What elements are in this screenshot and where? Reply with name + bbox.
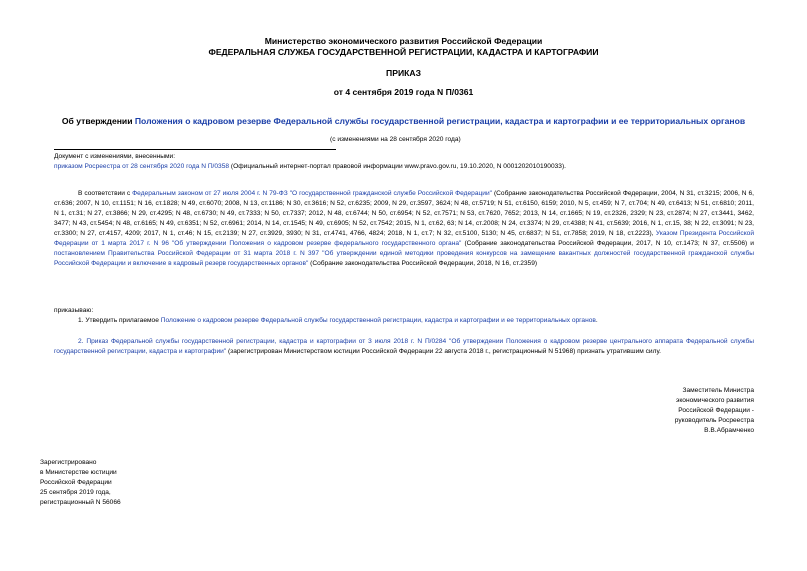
federal-law-link[interactable]: Федеральным законом от 27 июля 2004 г. N 79-ФЗ "О государственной гражданской службе Российской Федерации": [132, 190, 492, 197]
ministry-name: Министерство экономического развития Российской Федерации: [264, 36, 543, 46]
registration-line: 25 сентября 2019 года,: [40, 489, 111, 496]
government-resolution-link[interactable]: постановлением Правительства Российской Федерации от 31 марта 2018 г. N 397 "Об утверждении единой методики проведения конкурсов на замещение вакантных должностей государственной гражданской службы Российской Федерации и включение в кадровый резерв государственных органов": [54, 250, 754, 267]
changes-line: [54, 162, 754, 172]
document-date-number: от 4 сентября 2019 года N П/0361: [333, 87, 474, 97]
changes-intro: Документ с изменениями, внесенными:: [54, 153, 176, 160]
item-1: [54, 316, 754, 326]
service-name: ФЕДЕРАЛЬНАЯ СЛУЖБА ГОСУДАРСТВЕННОЙ РЕГИСТРАЦИИ, КАДАСТРА И КАРТОГРАФИИ: [208, 47, 599, 57]
item-1-regulation-link[interactable]: Положение о кадровом резерве Федеральной службы государственной регистрации, кадастра и картографии и ее территориальных органов: [160, 317, 596, 324]
item-1-suffix: .: [595, 317, 598, 324]
item-2-text: (зарегистрирован Министерством юстиции Российской Федерации 22 августа 2018 г., регистрационный N 51968) признать утратившим силу.: [226, 348, 661, 355]
preamble-text-3: (Собрание законодательства Российской Федерации, 2017, N 10, ст.1473; N 37, ст.5506) и: [461, 240, 754, 247]
registration-line: Зарегистрировано: [40, 459, 97, 466]
title-prefix: Об утверждении: [61, 116, 135, 126]
changes-order-link[interactable]: приказом Росреестра от 28 сентября 2020 года N П/0358: [54, 163, 230, 170]
title-regulation-link[interactable]: Положения о кадровом резерве Федеральной службы государственной регистрации, кадастра и картографии и ее территориальных органов: [134, 116, 746, 126]
item-2: [54, 337, 754, 357]
signature-line: экономического развития: [675, 397, 754, 404]
presidential-decree-link[interactable]: Указом Президента Российской Федерации от 1 марта 2017 г. N 96 "Об утверждении Положения о кадровом резерве федерального государственного органа": [54, 230, 754, 247]
preamble-text-2: (Собрание законодательства Российской Федерации, 2004, N 31, ст.3215; 2006, N 6, ст.636; 2007, N 10, ст.1151; N 16, ст.1828; N 49, ст.6070; 2008, N 13, ст.1186; N 30, ст.3616; N 52, ст.6235; 2009, N 29, ст.3597, 3624; N 48, ст.5719; N 51, ст.6150, 6159; 2010, N 5, ст.459; N 7, ст.704; N 49, ст.6413; N 51, ст.6810; 2011, N 1, ст.31; N 27, ст.3866; N 29, ст.4295; N 48, ст.6730; N 49, ст.7333; N 50, ст.7337; 2012, N 48, ст.6744; N 50, ст.6954; N 52, ст.7571; N 53, ст.7620, 7652; 2013, N 14, ст.1665; N 19, ст.2326, 2329; N 23, ст.2874; N 27, ст.3441, 3462, 3477; N 43, ст.5454; N 48, ст.6165; N 49, ст.6351; N 52, ст.6961; 2014, N 14, ст.1545; N 49, ст.6905; N 52, ст.7542; 2015, N 1, ст.62, 63; N 14, ст.2008; N 24, ст.3374; N 29, ст.4388; N 41, ст.5639; 2016, N 1, ст.15, 38; N 22, ст.3091; N 23, ст.3300; N 27, ст.4157, 4209; 2017, N 1, ст.46; N 15, ст.2139; N 27, ст.3929, 3930; N 31, ст.4741, 4766, 4824; 2018, N 1, ст.7; N 32, ст.5100, 5130; N 45, ст.6837; N 51, ст.7858; 2019, N 18, ст.2223),: [54, 190, 754, 237]
divider: [54, 149, 336, 150]
signature-line: Заместитель Министра: [682, 387, 754, 394]
item-1-prefix: 1. Утвердить прилагаемое: [78, 317, 161, 324]
changes-source: (Официальный интернет-портал правовой информации www.pravo.gov.ru, 19.10.2020, N 0001202010190033).: [229, 163, 567, 170]
registration-block: [40, 458, 240, 508]
signature-line: В.В.Абрамченко: [704, 427, 754, 434]
item-2-repealed-order-link[interactable]: 2. Приказ Федеральной службы государственной регистрации, кадастра и картографии от 3 июля 2018 г. N П/0284 "Об утверждении Положения о кадровом резерве центрального аппарата Федеральной службы государственной регистрации, кадастра и картографии": [54, 338, 754, 355]
document-title: [0, 116, 807, 126]
revision-note: (с изменениями на 28 сентября 2020 года): [330, 136, 461, 143]
registration-line: Российской Федерации: [40, 479, 112, 486]
preamble-text-1: В соответствии с: [78, 190, 133, 197]
document-type: ПРИКАЗ: [386, 68, 421, 78]
signature-line: руководитель Росреестра: [674, 417, 754, 424]
preamble-text-4: (Собрание законодательства Российской Федерации, 2018, N 16, ст.2359): [308, 260, 538, 267]
registration-line: в Министерстве юстиции: [40, 469, 117, 476]
registration-line: регистрационный N 56066: [40, 499, 121, 506]
order-word: приказываю:: [54, 307, 94, 314]
signature-line: Российской Федерации -: [678, 407, 754, 414]
signature-block: [554, 386, 754, 436]
preamble-paragraph: [54, 189, 754, 269]
